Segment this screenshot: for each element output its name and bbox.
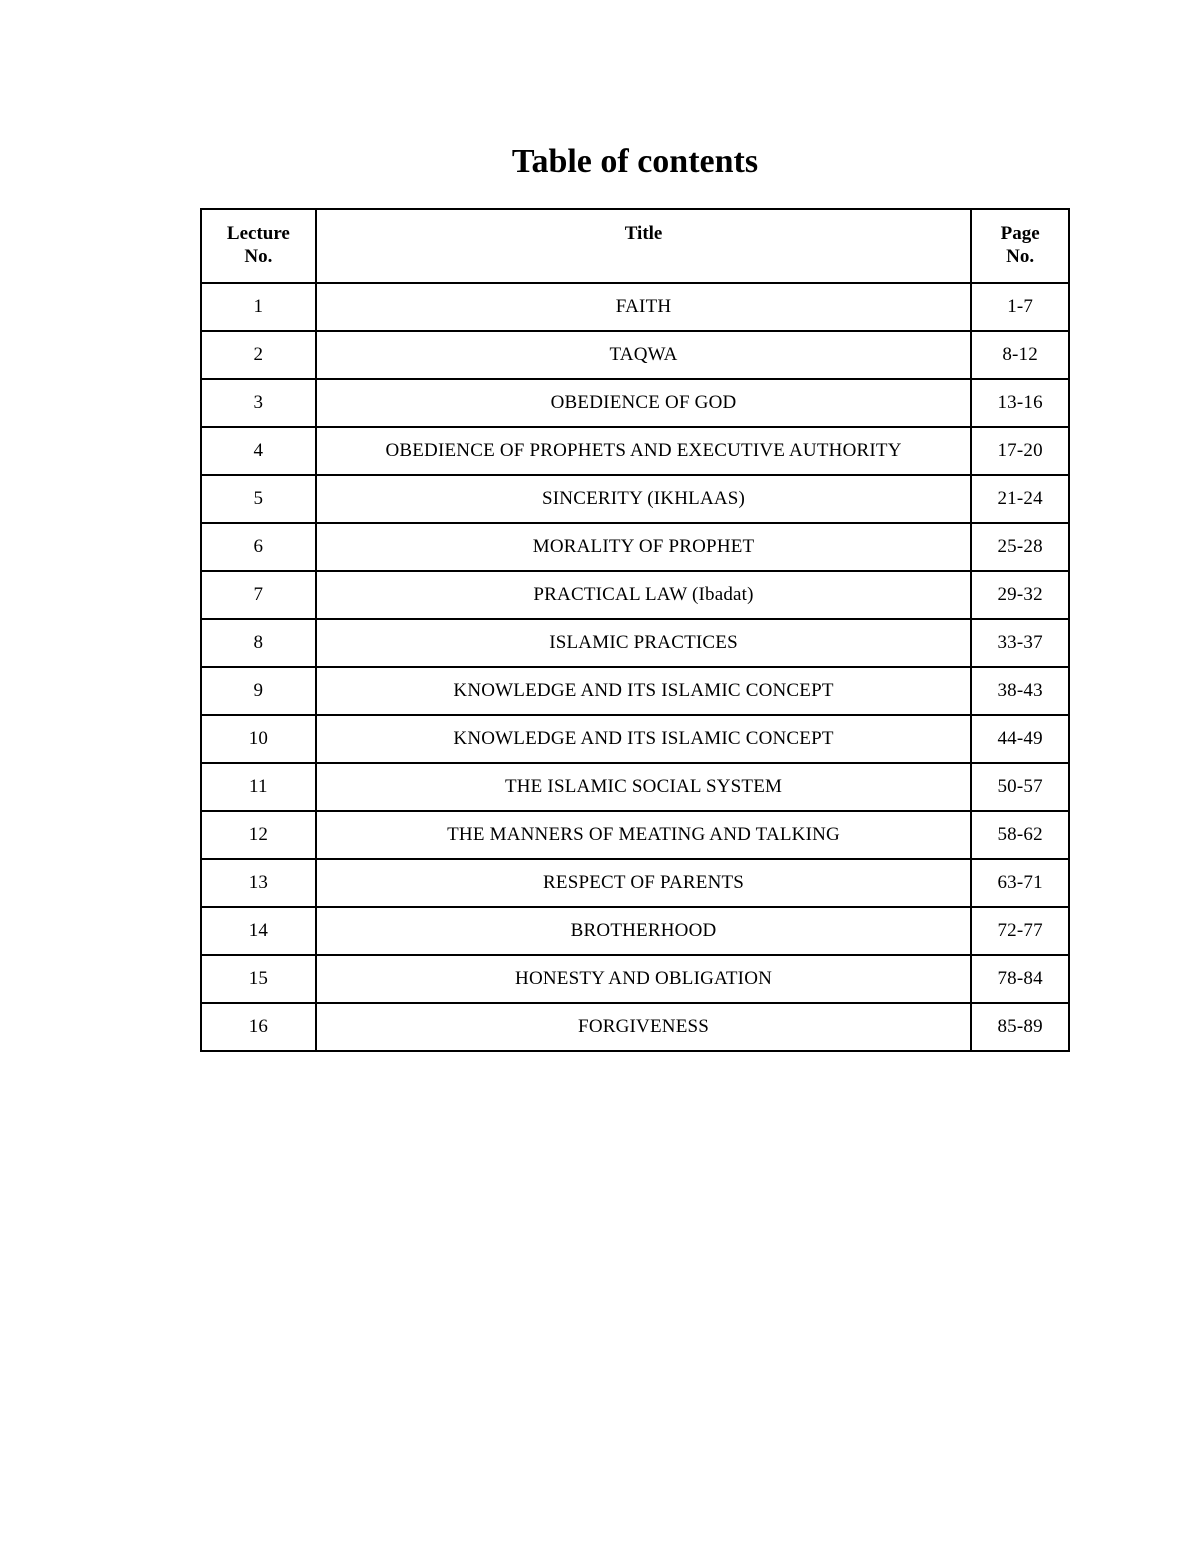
page-range-cell: 29-32 [971,571,1069,619]
page-range-cell: 63-71 [971,859,1069,907]
table-header-row [201,209,1069,283]
lecture-number-cell: 1 [201,283,316,331]
lecture-title-cell: PRACTICAL LAW (Ibadat) [316,571,972,619]
page-range-cell: 44-49 [971,715,1069,763]
header-page-no-line2: No. [1006,246,1035,267]
page-range-cell: 72-77 [971,907,1069,955]
lecture-title-cell: TAQWA [316,331,972,379]
lecture-number-cell: 7 [201,571,316,619]
page-range-cell: 58-62 [971,811,1069,859]
table-row [201,907,1069,955]
lecture-title-cell: SINCERITY (IKHLAAS) [316,475,972,523]
lecture-title-cell: BROTHERHOOD [316,907,972,955]
page-range-cell: 38-43 [971,667,1069,715]
lecture-number-cell: 3 [201,379,316,427]
table-row [201,427,1069,475]
lecture-title-cell: RESPECT OF PARENTS [316,859,972,907]
page-range-cell: 1-7 [971,283,1069,331]
lecture-title-cell: THE MANNERS OF MEATING AND TALKING [316,811,972,859]
table-row [201,379,1069,427]
table-of-contents [200,208,1070,1052]
lecture-number-cell: 13 [201,859,316,907]
page-range-cell: 78-84 [971,955,1069,1003]
table-row [201,475,1069,523]
page-range-cell: 85-89 [971,1003,1069,1051]
page-range-cell: 21-24 [971,475,1069,523]
lecture-number-cell: 10 [201,715,316,763]
table-row [201,763,1069,811]
lecture-number-cell: 6 [201,523,316,571]
lecture-number-cell: 14 [201,907,316,955]
page-range-cell: 33-37 [971,619,1069,667]
lecture-number-cell: 9 [201,667,316,715]
table-row [201,283,1069,331]
lecture-title-cell: FAITH [316,283,972,331]
table-row [201,955,1069,1003]
page-range-cell: 8-12 [971,331,1069,379]
lecture-number-cell: 16 [201,1003,316,1051]
table-row [201,619,1069,667]
table-row [201,811,1069,859]
lecture-title-cell: FORGIVENESS [316,1003,972,1051]
table-row [201,715,1069,763]
lecture-number-cell: 8 [201,619,316,667]
lecture-number-cell: 15 [201,955,316,1003]
lecture-title-cell: OBEDIENCE OF PROPHETS AND EXECUTIVE AUTHORITY [316,427,972,475]
header-page-no-line1: Page [1000,223,1040,244]
table-body [201,283,1069,1051]
table-row [201,571,1069,619]
lecture-title-cell: OBEDIENCE OF GOD [316,379,972,427]
header-lecture-no [201,209,316,283]
lecture-number-cell: 4 [201,427,316,475]
header-page-no [971,209,1069,283]
lecture-title-cell: THE ISLAMIC SOCIAL SYSTEM [316,763,972,811]
table-row [201,331,1069,379]
table-row [201,523,1069,571]
page-title: Table of contents [511,143,759,180]
table-row [201,859,1069,907]
lecture-title-cell: KNOWLEDGE AND ITS ISLAMIC CONCEPT [316,667,972,715]
table-row [201,667,1069,715]
header-title: Title [316,209,972,283]
lecture-title-cell: MORALITY OF PROPHET [316,523,972,571]
page-range-cell: 13-16 [971,379,1069,427]
lecture-title-cell: ISLAMIC PRACTICES [316,619,972,667]
lecture-number-cell: 2 [201,331,316,379]
page-range-cell: 17-20 [971,427,1069,475]
header-lecture-no-line2: No. [244,246,273,267]
table-row [201,1003,1069,1051]
lecture-number-cell: 12 [201,811,316,859]
lecture-title-cell: HONESTY AND OBLIGATION [316,955,972,1003]
lecture-number-cell: 11 [201,763,316,811]
header-lecture-no-line1: Lecture [226,223,290,244]
page-range-cell: 50-57 [971,763,1069,811]
lecture-number-cell: 5 [201,475,316,523]
page-range-cell: 25-28 [971,523,1069,571]
lecture-title-cell: KNOWLEDGE AND ITS ISLAMIC CONCEPT [316,715,972,763]
